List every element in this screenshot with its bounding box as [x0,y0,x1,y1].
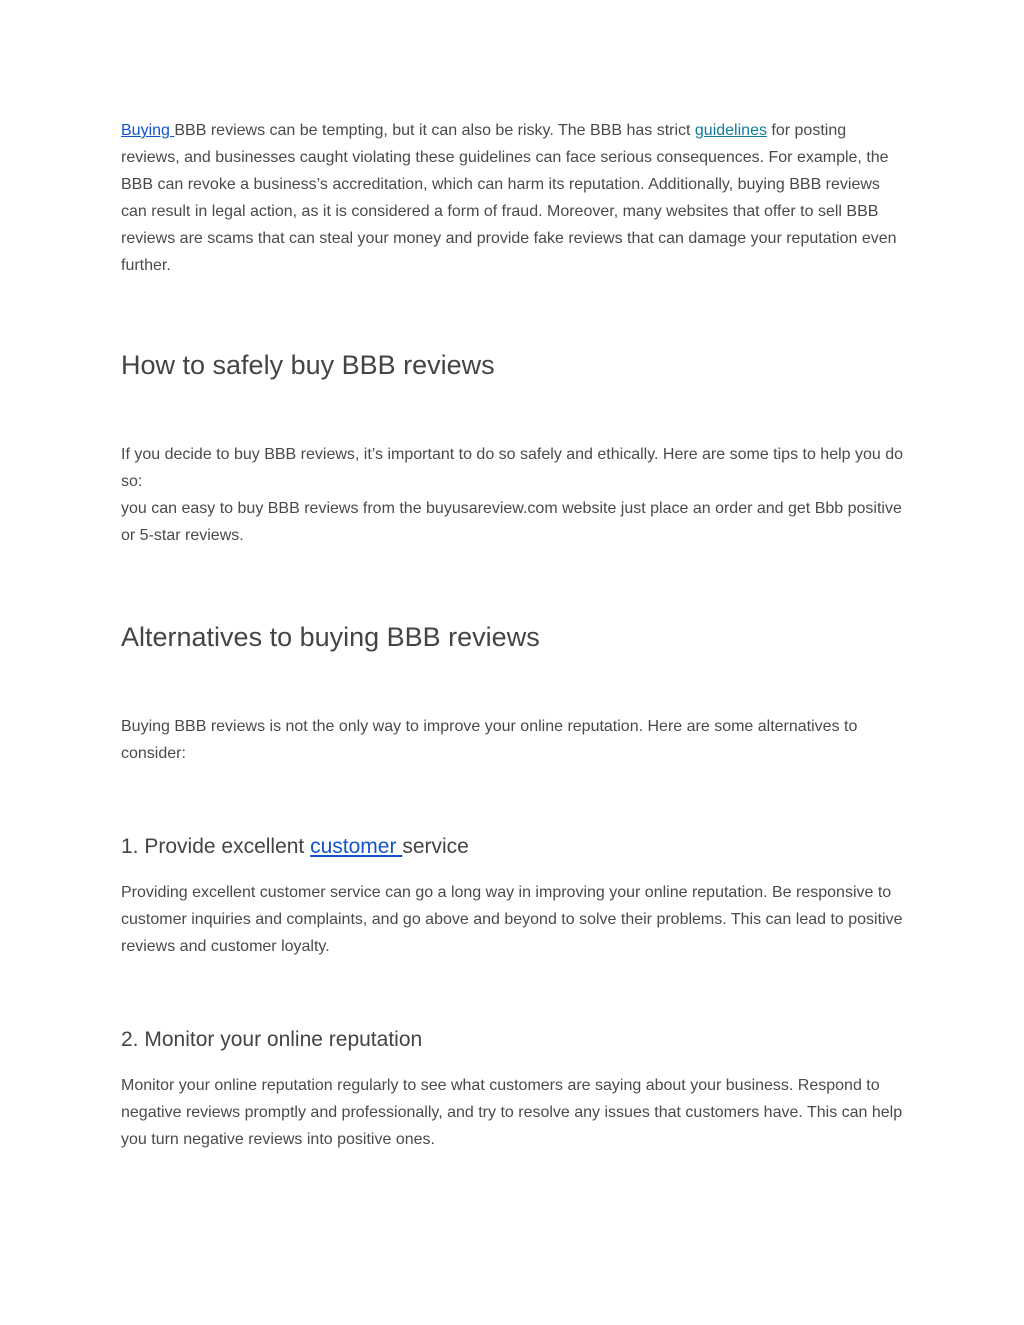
buying-link[interactable]: Buying [121,122,175,139]
alternatives-paragraph: Buying BBB reviews is not the only way to improve your online reputation. Here are some alternatives to consider: [121,718,858,762]
guidelines-link[interactable]: guidelines [694,122,767,139]
safely-buy-paragraph-1: If you decide to buy BBB reviews, it’s important to do so safely and ethically. Here are some tips to help you do so: [121,446,904,490]
intro-paragraph [121,117,906,279]
customer-service-heading-pre: 1. Provide excellent [121,835,311,858]
customer-service-heading [121,833,906,861]
document-page [121,117,906,1153]
intro-text-2: for posting reviews, and businesses caught violating these guidelines can face serious consequences. For example, the BBB can revoke a business’s accreditation, which can harm its reputation. Additionally, buying BBB reviews can result in legal action, as it is considered a form of fraud. Moreover, many websites that offer to sell BBB reviews are scams that can steal your money and provide fake reviews that can damage your reputation even further. [121,122,897,274]
customer-service-heading-post: service [402,835,469,858]
monitor-reputation-paragraph: Monitor your online reputation regularly to see what customers are saying about your business. Respond to negative reviews promptly and professionally, and try to resolve any issues that customers have. This can help you turn negative reviews into positive ones. [121,1077,903,1148]
alternatives-heading: Alternatives to buying BBB reviews [121,622,540,652]
monitor-reputation-heading: 2. Monitor your online reputation [121,1028,423,1051]
safely-buy-paragraph-2: you can easy to buy BBB reviews from the buyusareview.com website just place an order and get Bbb positive or 5-star reviews. [121,500,902,544]
customer-link[interactable]: customer [310,835,403,858]
intro-text-1: BBB reviews can be tempting, but it can also be risky. The BBB has strict [174,122,695,139]
safely-buy-heading: How to safely buy BBB reviews [121,350,495,380]
customer-service-paragraph: Providing excellent customer service can go a long way in improving your online reputation. Be responsive to customer inquiries and complaints, and go above and beyond to solve their problems. This can lead to positive reviews and customer loyalty. [121,884,903,955]
